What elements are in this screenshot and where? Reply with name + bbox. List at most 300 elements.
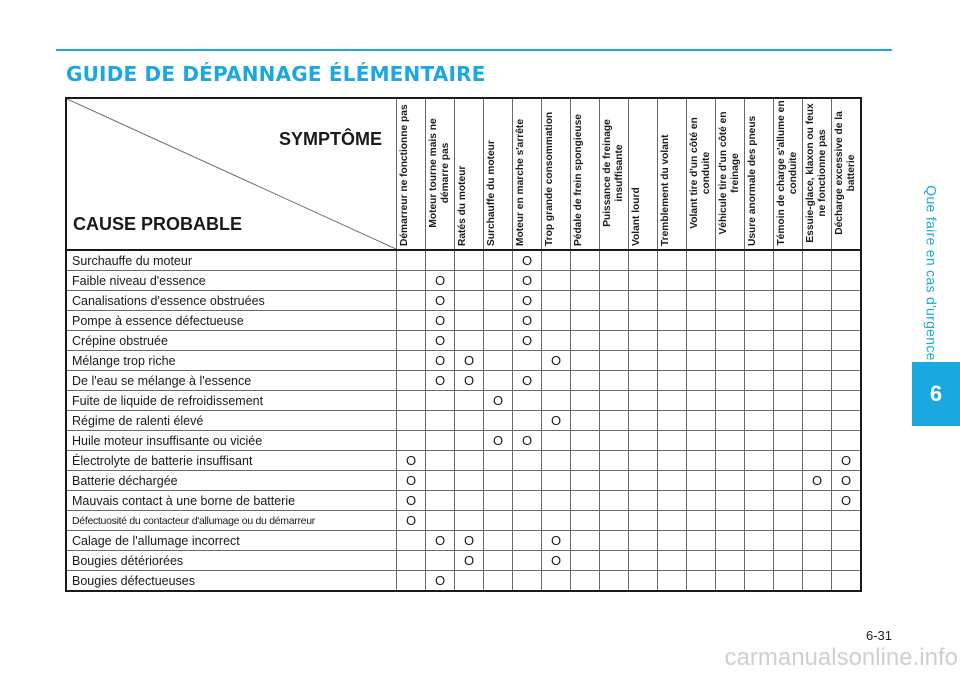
- mark-cell-empty: [687, 311, 716, 331]
- mark-cell-empty: [658, 511, 687, 531]
- mark-cell-empty: [600, 391, 629, 411]
- mark-cell-empty: [397, 331, 426, 351]
- mark-cell-checked: O: [426, 531, 455, 551]
- mark-cell-empty: [745, 331, 774, 351]
- cause-label: Faible niveau d'essence: [66, 271, 397, 291]
- mark-cell-empty: [745, 411, 774, 431]
- mark-cell-empty: [571, 511, 600, 531]
- mark-cell-empty: [658, 411, 687, 431]
- mark-cell-empty: [658, 351, 687, 371]
- table-row: [66, 250, 861, 271]
- mark-cell-empty: [832, 431, 862, 451]
- mark-cell-checked: O: [542, 551, 571, 571]
- mark-cell-empty: [774, 471, 803, 491]
- mark-cell-empty: [832, 291, 862, 311]
- mark-cell-empty: [629, 351, 658, 371]
- mark-cell-empty: [484, 511, 513, 531]
- mark-cell-empty: [716, 351, 745, 371]
- cause-label: Électrolyte de batterie insuffisant: [66, 451, 397, 471]
- mark-cell-empty: [571, 371, 600, 391]
- mark-cell-empty: [542, 371, 571, 391]
- mark-cell-empty: [484, 291, 513, 311]
- cause-label: Pompe à essence défectueuse: [66, 311, 397, 331]
- mark-cell-empty: [774, 571, 803, 592]
- mark-cell-empty: [803, 250, 832, 271]
- mark-cell-empty: [745, 371, 774, 391]
- mark-cell-empty: [774, 531, 803, 551]
- table-row: [66, 291, 861, 311]
- mark-cell-empty: [832, 351, 862, 371]
- mark-cell-empty: [600, 531, 629, 551]
- mark-cell-empty: [397, 250, 426, 271]
- mark-cell-empty: [513, 351, 542, 371]
- mark-cell-empty: [513, 451, 542, 471]
- mark-cell-empty: [803, 391, 832, 411]
- mark-cell-checked: O: [513, 311, 542, 331]
- mark-cell-empty: [426, 471, 455, 491]
- symptom-header-label: Moteur tourne mais ne démarre pas: [428, 118, 451, 228]
- mark-cell-empty: [832, 331, 862, 351]
- mark-cell-empty: [542, 331, 571, 351]
- watermark: carmanualsonline.info: [724, 644, 958, 671]
- mark-cell-empty: [484, 250, 513, 271]
- mark-cell-empty: [513, 551, 542, 571]
- symptom-header: [716, 98, 745, 250]
- mark-cell-empty: [571, 471, 600, 491]
- mark-cell-checked: O: [426, 311, 455, 331]
- table-row: [66, 571, 861, 592]
- mark-cell-empty: [629, 391, 658, 411]
- mark-cell-empty: [600, 551, 629, 571]
- mark-cell-empty: [716, 451, 745, 471]
- mark-cell-empty: [716, 371, 745, 391]
- corner-cell: [66, 98, 397, 250]
- mark-cell-checked: O: [426, 351, 455, 371]
- symptom-header-label: Usure anormale des pneus: [747, 115, 758, 246]
- mark-cell-empty: [774, 411, 803, 431]
- table-row: [66, 271, 861, 291]
- mark-cell-empty: [687, 351, 716, 371]
- mark-cell-empty: [832, 571, 862, 592]
- mark-cell-empty: [513, 571, 542, 592]
- mark-cell-checked: O: [397, 451, 426, 471]
- mark-cell-empty: [397, 531, 426, 551]
- mark-cell-empty: [658, 431, 687, 451]
- mark-cell-empty: [455, 411, 484, 431]
- mark-cell-checked: O: [426, 291, 455, 311]
- mark-cell-empty: [832, 391, 862, 411]
- mark-cell-empty: [745, 291, 774, 311]
- mark-cell-empty: [397, 431, 426, 451]
- cause-label: Mauvais contact à une borne de batterie: [66, 491, 397, 511]
- table-row: [66, 531, 861, 551]
- mark-cell-empty: [571, 411, 600, 431]
- mark-cell-empty: [658, 551, 687, 571]
- table-row: [66, 331, 861, 351]
- mark-cell-empty: [629, 571, 658, 592]
- mark-cell-empty: [629, 311, 658, 331]
- mark-cell-empty: [832, 271, 862, 291]
- mark-cell-empty: [513, 411, 542, 431]
- mark-cell-empty: [716, 471, 745, 491]
- cause-label: Bougies défectueuses: [66, 571, 397, 592]
- mark-cell-empty: [774, 271, 803, 291]
- mark-cell-checked: O: [455, 531, 484, 551]
- mark-cell-empty: [629, 271, 658, 291]
- symptom-header: [803, 98, 832, 250]
- mark-cell-empty: [745, 431, 774, 451]
- chapter-tab: 6: [912, 362, 960, 426]
- mark-cell-empty: [484, 351, 513, 371]
- mark-cell-empty: [658, 451, 687, 471]
- cause-label: Défectuosité du contacteur d'allumage ou du démarreur: [66, 511, 397, 531]
- mark-cell-empty: [716, 391, 745, 411]
- mark-cell-empty: [571, 311, 600, 331]
- mark-cell-empty: [484, 451, 513, 471]
- mark-cell-empty: [426, 391, 455, 411]
- table-row: [66, 351, 861, 371]
- mark-cell-empty: [397, 411, 426, 431]
- table-body: [66, 250, 861, 591]
- mark-cell-empty: [397, 391, 426, 411]
- mark-cell-empty: [571, 291, 600, 311]
- mark-cell-empty: [774, 551, 803, 571]
- mark-cell-empty: [629, 491, 658, 511]
- mark-cell-empty: [716, 250, 745, 271]
- mark-cell-empty: [629, 411, 658, 431]
- mark-cell-empty: [600, 411, 629, 431]
- mark-cell-empty: [774, 391, 803, 411]
- mark-cell-empty: [745, 491, 774, 511]
- mark-cell-empty: [716, 271, 745, 291]
- cause-label: Canalisations d'essence obstruées: [66, 291, 397, 311]
- symptom-header: [629, 98, 658, 250]
- mark-cell-empty: [484, 531, 513, 551]
- mark-cell-empty: [658, 371, 687, 391]
- mark-cell-empty: [803, 491, 832, 511]
- cause-label: Mélange trop riche: [66, 351, 397, 371]
- mark-cell-empty: [716, 531, 745, 551]
- mark-cell-empty: [774, 331, 803, 351]
- mark-cell-empty: [484, 491, 513, 511]
- mark-cell-empty: [397, 311, 426, 331]
- table-row: [66, 311, 861, 331]
- mark-cell-checked: O: [513, 271, 542, 291]
- table-row: [66, 491, 861, 511]
- mark-cell-empty: [803, 531, 832, 551]
- mark-cell-empty: [716, 551, 745, 571]
- mark-cell-empty: [542, 471, 571, 491]
- mark-cell-empty: [629, 371, 658, 391]
- symptom-header: [513, 98, 542, 250]
- table-row: [66, 471, 861, 491]
- mark-cell-checked: O: [513, 291, 542, 311]
- page-number: 6-31: [865, 628, 892, 643]
- mark-cell-empty: [658, 250, 687, 271]
- mark-cell-empty: [397, 271, 426, 291]
- symptom-header: [484, 98, 513, 250]
- mark-cell-checked: O: [455, 351, 484, 371]
- mark-cell-empty: [571, 351, 600, 371]
- mark-cell-checked: O: [455, 551, 484, 571]
- mark-cell-empty: [803, 431, 832, 451]
- mark-cell-empty: [687, 531, 716, 551]
- symptom-header-label: Puissance de freinage insuffisante: [602, 119, 625, 227]
- mark-cell-empty: [455, 471, 484, 491]
- mark-cell-empty: [832, 511, 862, 531]
- mark-cell-empty: [629, 471, 658, 491]
- mark-cell-empty: [687, 271, 716, 291]
- mark-cell-empty: [542, 511, 571, 531]
- mark-cell-empty: [484, 551, 513, 571]
- mark-cell-empty: [513, 511, 542, 531]
- mark-cell-empty: [484, 331, 513, 351]
- mark-cell-empty: [803, 351, 832, 371]
- mark-cell-empty: [455, 391, 484, 411]
- cause-label: Surchauffe du moteur: [66, 250, 397, 271]
- mark-cell-empty: [803, 571, 832, 592]
- mark-cell-empty: [426, 411, 455, 431]
- mark-cell-empty: [484, 571, 513, 592]
- mark-cell-empty: [629, 250, 658, 271]
- symptom-header-label: Moteur en marche s'arrête: [515, 119, 526, 246]
- mark-cell-checked: O: [803, 471, 832, 491]
- mark-cell-empty: [571, 451, 600, 471]
- symptom-header-label: Surchauffe du moteur: [486, 140, 497, 246]
- symptom-header-label: Volant tire d'un côté en conduite: [689, 117, 712, 229]
- mark-cell-empty: [426, 511, 455, 531]
- mark-cell-empty: [484, 311, 513, 331]
- mark-cell-empty: [745, 451, 774, 471]
- mark-cell-empty: [774, 311, 803, 331]
- mark-cell-empty: [687, 511, 716, 531]
- mark-cell-checked: O: [455, 371, 484, 391]
- symptom-header-label: Trop grande consommation: [544, 111, 555, 246]
- symptom-header: [600, 98, 629, 250]
- mark-cell-empty: [600, 371, 629, 391]
- mark-cell-empty: [484, 471, 513, 491]
- mark-cell-empty: [774, 511, 803, 531]
- cause-label: Batterie déchargée: [66, 471, 397, 491]
- mark-cell-empty: [629, 531, 658, 551]
- mark-cell-empty: [600, 471, 629, 491]
- symptom-header: [397, 98, 426, 250]
- mark-cell-empty: [658, 571, 687, 592]
- mark-cell-empty: [571, 250, 600, 271]
- mark-cell-empty: [513, 471, 542, 491]
- symptom-header: [687, 98, 716, 250]
- table-row: [66, 431, 861, 451]
- mark-cell-checked: O: [513, 371, 542, 391]
- mark-cell-empty: [687, 411, 716, 431]
- mark-cell-empty: [687, 371, 716, 391]
- mark-cell-checked: O: [542, 351, 571, 371]
- mark-cell-empty: [542, 451, 571, 471]
- mark-cell-empty: [600, 571, 629, 592]
- cause-label: Fuite de liquide de refroidissement: [66, 391, 397, 411]
- mark-cell-empty: [745, 271, 774, 291]
- mark-cell-empty: [716, 331, 745, 351]
- mark-cell-empty: [629, 331, 658, 351]
- mark-cell-checked: O: [426, 371, 455, 391]
- symptom-header-label: Ratés du moteur: [457, 165, 468, 246]
- symptom-header-label: Décharge excessive de la batterie: [834, 111, 857, 235]
- mark-cell-empty: [426, 491, 455, 511]
- mark-cell-empty: [774, 491, 803, 511]
- mark-cell-empty: [426, 431, 455, 451]
- table-row: [66, 371, 861, 391]
- mark-cell-empty: [832, 411, 862, 431]
- mark-cell-empty: [658, 331, 687, 351]
- mark-cell-checked: O: [542, 531, 571, 551]
- mark-cell-empty: [716, 571, 745, 592]
- mark-cell-empty: [832, 250, 862, 271]
- mark-cell-empty: [658, 471, 687, 491]
- mark-cell-empty: [455, 451, 484, 471]
- mark-cell-empty: [687, 291, 716, 311]
- mark-cell-checked: O: [484, 391, 513, 411]
- mark-cell-empty: [716, 311, 745, 331]
- mark-cell-empty: [426, 250, 455, 271]
- symptom-header-label: Témoin de charge s'allume en conduite: [776, 100, 799, 246]
- mark-cell-empty: [600, 451, 629, 471]
- mark-cell-empty: [571, 571, 600, 592]
- mark-cell-empty: [397, 351, 426, 371]
- symptom-header-label: Pédale de frein spongieuse: [573, 114, 584, 246]
- mark-cell-empty: [774, 431, 803, 451]
- mark-cell-empty: [687, 391, 716, 411]
- symptom-header: [774, 98, 803, 250]
- mark-cell-empty: [484, 271, 513, 291]
- cause-label: Bougies détériorées: [66, 551, 397, 571]
- mark-cell-empty: [542, 571, 571, 592]
- mark-cell-empty: [397, 571, 426, 592]
- mark-cell-empty: [687, 451, 716, 471]
- top-rule: [56, 49, 892, 51]
- symptom-header: [658, 98, 687, 250]
- mark-cell-empty: [571, 531, 600, 551]
- mark-cell-empty: [571, 271, 600, 291]
- mark-cell-empty: [745, 391, 774, 411]
- mark-cell-empty: [455, 571, 484, 592]
- table-row: [66, 411, 861, 431]
- mark-cell-empty: [832, 531, 862, 551]
- symptom-header: [745, 98, 774, 250]
- mark-cell-empty: [629, 291, 658, 311]
- mark-cell-empty: [600, 491, 629, 511]
- mark-cell-empty: [600, 351, 629, 371]
- mark-cell-empty: [716, 411, 745, 431]
- mark-cell-empty: [716, 291, 745, 311]
- mark-cell-empty: [571, 391, 600, 411]
- mark-cell-empty: [455, 311, 484, 331]
- mark-cell-empty: [774, 351, 803, 371]
- symptom-header-label: Véhicule tire d'un côté en freinage: [718, 111, 741, 235]
- mark-cell-empty: [716, 431, 745, 451]
- mark-cell-empty: [571, 331, 600, 351]
- mark-cell-empty: [745, 511, 774, 531]
- cause-label: Crépine obstruée: [66, 331, 397, 351]
- mark-cell-empty: [803, 311, 832, 331]
- mark-cell-checked: O: [832, 451, 862, 471]
- mark-cell-checked: O: [426, 571, 455, 592]
- mark-cell-empty: [658, 271, 687, 291]
- mark-cell-empty: [542, 491, 571, 511]
- mark-cell-empty: [542, 431, 571, 451]
- mark-cell-empty: [629, 431, 658, 451]
- mark-cell-empty: [774, 371, 803, 391]
- mark-cell-checked: O: [397, 511, 426, 531]
- mark-cell-empty: [600, 331, 629, 351]
- mark-cell-empty: [803, 551, 832, 571]
- mark-cell-empty: [455, 291, 484, 311]
- mark-cell-empty: [687, 431, 716, 451]
- mark-cell-empty: [513, 491, 542, 511]
- mark-cell-empty: [629, 451, 658, 471]
- mark-cell-empty: [658, 491, 687, 511]
- mark-cell-empty: [571, 431, 600, 451]
- mark-cell-checked: O: [513, 250, 542, 271]
- mark-cell-empty: [803, 331, 832, 351]
- table-row: [66, 551, 861, 571]
- mark-cell-checked: O: [513, 431, 542, 451]
- mark-cell-empty: [687, 331, 716, 351]
- mark-cell-empty: [397, 551, 426, 571]
- mark-cell-empty: [716, 511, 745, 531]
- cause-label: Calage de l'allumage incorrect: [66, 531, 397, 551]
- mark-cell-empty: [455, 331, 484, 351]
- mark-cell-checked: O: [542, 411, 571, 431]
- mark-cell-empty: [542, 391, 571, 411]
- mark-cell-empty: [687, 571, 716, 592]
- table-row: [66, 451, 861, 471]
- symptom-header-label: Essuie-glace, klaxon ou feux ne fonctionne pas: [805, 103, 828, 243]
- mark-cell-empty: [600, 431, 629, 451]
- mark-cell-empty: [774, 250, 803, 271]
- mark-cell-empty: [745, 311, 774, 331]
- mark-cell-empty: [687, 491, 716, 511]
- mark-cell-empty: [542, 311, 571, 331]
- mark-cell-checked: O: [832, 471, 862, 491]
- symptom-header: [455, 98, 484, 250]
- mark-cell-empty: [542, 271, 571, 291]
- cause-label: Huile moteur insuffisante ou viciée: [66, 431, 397, 451]
- mark-cell-empty: [455, 271, 484, 291]
- mark-cell-checked: O: [426, 331, 455, 351]
- symptom-header: [542, 98, 571, 250]
- mark-cell-empty: [803, 271, 832, 291]
- mark-cell-empty: [658, 311, 687, 331]
- symptom-header-label: Volant lourd: [631, 187, 642, 246]
- symptom-header-label: Tremblement du volant: [660, 134, 671, 246]
- page-heading: GUIDE DE DÉPANNAGE ÉLÉMENTAIRE: [66, 62, 486, 86]
- mark-cell-empty: [774, 451, 803, 471]
- mark-cell-empty: [803, 411, 832, 431]
- mark-cell-empty: [455, 491, 484, 511]
- mark-cell-empty: [803, 511, 832, 531]
- mark-cell-empty: [803, 451, 832, 471]
- mark-cell-empty: [426, 451, 455, 471]
- table-row: [66, 391, 861, 411]
- mark-cell-empty: [455, 250, 484, 271]
- mark-cell-empty: [571, 491, 600, 511]
- table-row: [66, 511, 861, 531]
- mark-cell-empty: [658, 291, 687, 311]
- mark-cell-empty: [745, 571, 774, 592]
- troubleshooting-table: [65, 97, 862, 592]
- cause-label: Régime de ralenti élevé: [66, 411, 397, 431]
- mark-cell-empty: [803, 371, 832, 391]
